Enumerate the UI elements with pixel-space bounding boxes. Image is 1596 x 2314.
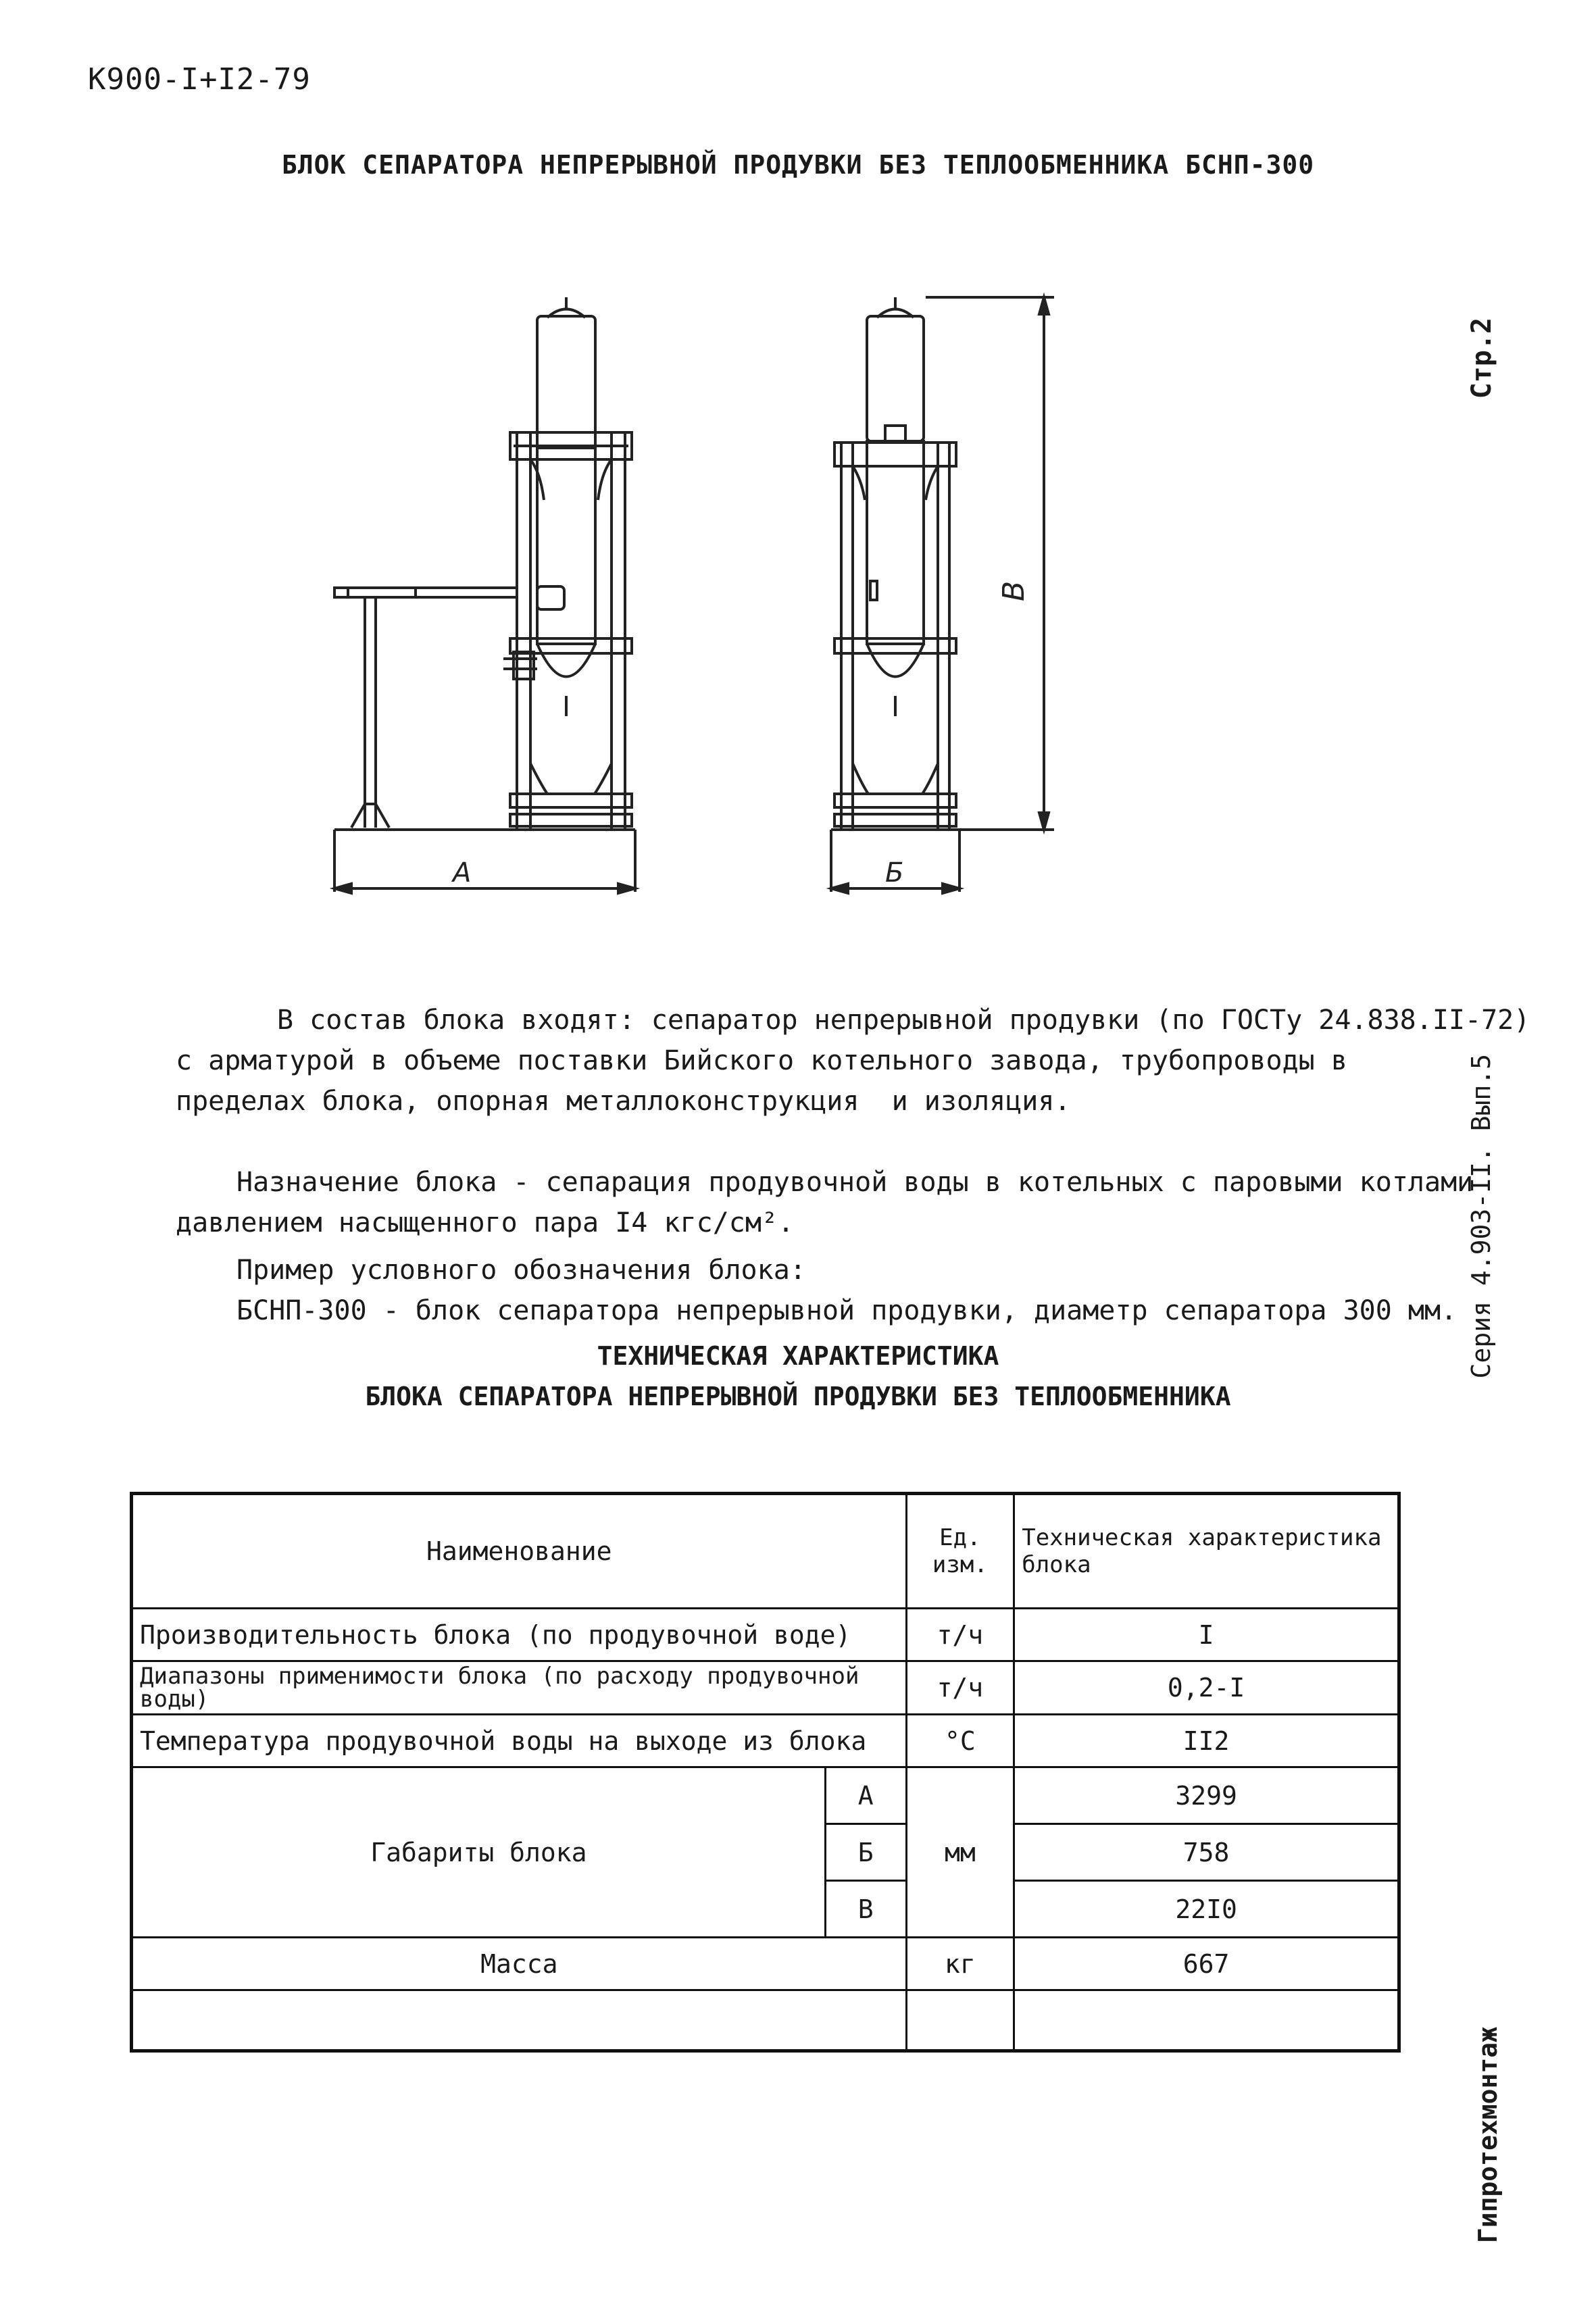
document-code: К900-I+I2-79 xyxy=(88,62,311,97)
purpose-line-1: Назначение блока - сепарация продувочной воды в котельных с паровыми котлами xyxy=(236,1167,1474,1198)
row-name: Диапазоны применимости блока (по расходу продувочной воды) xyxy=(132,1661,907,1715)
header-name: Наименование xyxy=(132,1494,907,1609)
table-row xyxy=(132,1715,1399,1767)
table-row xyxy=(132,1609,1399,1661)
row-value: II2 xyxy=(1014,1715,1399,1767)
table-row-dims-a xyxy=(132,1767,1399,1824)
header-value: Техническая характеристика блока xyxy=(1014,1494,1399,1609)
composition-line-3: пределах блока, опорная металлоконструкция и изоляция. xyxy=(176,1086,1071,1117)
example-line-1: Пример условного обозначения блока: xyxy=(236,1255,806,1286)
empty-cell xyxy=(906,1990,1014,2051)
empty-cell xyxy=(132,1990,907,2051)
dims-a-value: 3299 xyxy=(1014,1767,1399,1824)
series-label: Серия 4.903-II. Вып.5 xyxy=(1466,1054,1496,1379)
row-unit: т/ч xyxy=(906,1609,1014,1661)
row-name: Производительность блока (по продувочной воде) xyxy=(132,1609,907,1661)
front-view xyxy=(334,297,635,893)
dims-b-value: 758 xyxy=(1014,1824,1399,1881)
empty-cell xyxy=(1014,1990,1399,2051)
mass-name: Масса xyxy=(132,1938,907,1990)
organization-label: Гипротехмонтаж xyxy=(1473,2027,1503,2244)
dims-name: Габариты блока xyxy=(132,1767,826,1938)
purpose-line-2: давлением насыщенного пара I4 кгс/см². xyxy=(176,1207,795,1238)
mass-unit: кг xyxy=(906,1938,1014,1990)
example-line-2: БСНП-300 - блок сепаратора непрерывной продувки, диаметр сепаратора 300 мм. xyxy=(236,1295,1457,1326)
row-name: Температура продувочной воды на выходе из блока xyxy=(132,1715,907,1767)
mass-value: 667 xyxy=(1014,1938,1399,1990)
composition-line-1: В состав блока входят: сепаратор непрерывной продувки (по ГОСТу 24.838.II-72) xyxy=(277,1005,1530,1036)
spec-title-line-2: БЛОКА СЕПАРАТОРА НЕПРЕРЫВНОЙ ПРОДУВКИ БЕЗ ТЕПЛООБМЕННИКА xyxy=(365,1382,1231,1411)
dims-b-label: Б xyxy=(825,1824,906,1881)
composition-line-2: с арматурой в объеме поставки Бийского котельного завода, трубопроводы в xyxy=(176,1045,1347,1076)
dimension-v-label: В xyxy=(997,580,1031,601)
dims-v-value: 22I0 xyxy=(1014,1881,1399,1938)
table-header-row xyxy=(132,1494,1399,1609)
table-row xyxy=(132,1661,1399,1715)
page-title: БЛОК СЕПАРАТОРА НЕПРЕРЫВНОЙ ПРОДУВКИ БЕЗ ТЕПЛООБМЕННИКА БСНП-300 xyxy=(281,150,1315,180)
row-value: 0,2-I xyxy=(1014,1661,1399,1715)
row-value: I xyxy=(1014,1609,1399,1661)
table-row-empty xyxy=(132,1990,1399,2051)
header-unit: Ед. изм. xyxy=(906,1494,1014,1609)
table-row-mass xyxy=(132,1938,1399,1990)
dimension-b-label: Б xyxy=(885,857,904,888)
dimension-a-label: А xyxy=(453,857,472,888)
spec-table xyxy=(130,1492,1401,2053)
dims-v-label: В xyxy=(825,1881,906,1938)
row-unit: °С xyxy=(906,1715,1014,1767)
dims-a-label: А xyxy=(825,1767,906,1824)
page-number-label: Стр.2 xyxy=(1466,318,1497,399)
row-unit: т/ч xyxy=(906,1661,1014,1715)
spec-title-line-1: ТЕХНИЧЕСКАЯ ХАРАКТЕРИСТИКА xyxy=(597,1341,999,1371)
technical-drawing xyxy=(0,0,1596,946)
dims-unit: мм xyxy=(906,1767,1014,1938)
